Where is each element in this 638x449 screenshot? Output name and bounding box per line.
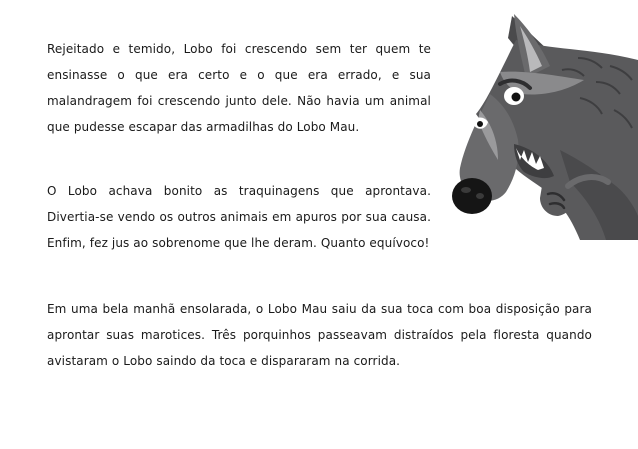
wolf-head-icon (430, 10, 638, 240)
story-paragraph-1: Rejeitado e temido, Lobo foi crescendo sem ter quem te ensinasse o que era certo e o que era errado, e sua malandragem foi crescendo junto dele. Não havia um animal que pudesse escapar das armadilhas do Lobo Mau. (47, 42, 431, 134)
story-paragraph-3: Em uma bela manhã ensolarada, o Lobo Mau saiu da sua toca com boa disposição para aprontar suas marotices. Três porquinhos passeavam distraídos pela floresta quando avistaram o Lobo saindo da toca e dispararam na corrida. (47, 302, 592, 368)
story-paragraph-2: O Lobo achava bonito as traquinagens que aprontava. Divertia-se vendo os outros animais em apuros por sua causa. Enfim, fez jus ao sobrenome que lhe deram. Quanto equívoco! (47, 184, 431, 250)
wolf-nose (452, 178, 492, 214)
